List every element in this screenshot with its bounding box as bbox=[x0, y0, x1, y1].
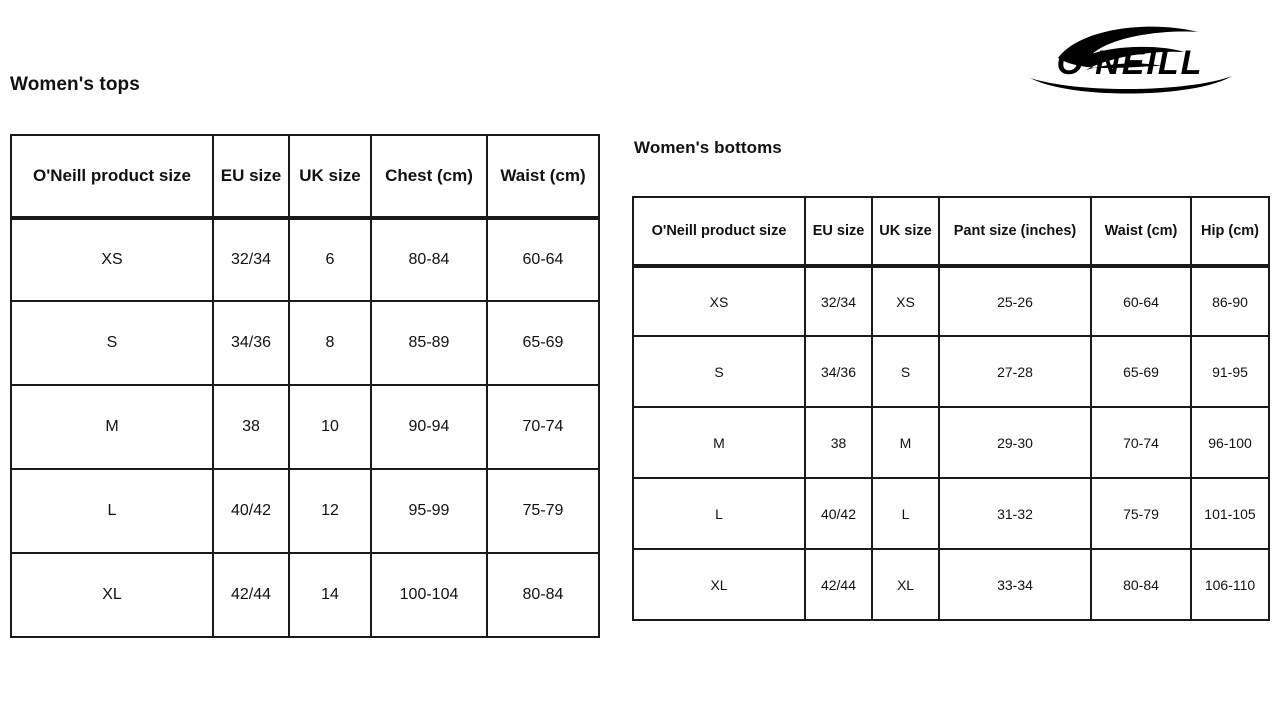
column-header: O'Neill product size bbox=[632, 196, 806, 266]
table-cell: 70-74 bbox=[488, 386, 600, 470]
table-cell: XS bbox=[632, 266, 806, 337]
table-header-row bbox=[10, 134, 600, 218]
table-cell: S bbox=[873, 337, 940, 408]
table-cell: 90-94 bbox=[372, 386, 488, 470]
table-row bbox=[10, 554, 600, 638]
column-header: Chest (cm) bbox=[372, 134, 488, 218]
table-cell: 80-84 bbox=[488, 554, 600, 638]
brand-wordmark: O'NEILL bbox=[1056, 44, 1204, 82]
table-row bbox=[632, 479, 1270, 550]
table-cell: L bbox=[10, 470, 214, 554]
column-header: Pant size (inches) bbox=[940, 196, 1092, 266]
table-cell: 32/34 bbox=[806, 266, 873, 337]
table-cell: 42/44 bbox=[806, 550, 873, 621]
table-cell: 96-100 bbox=[1192, 408, 1270, 479]
table-cell: 100-104 bbox=[372, 554, 488, 638]
column-header: UK size bbox=[873, 196, 940, 266]
table-cell: M bbox=[10, 386, 214, 470]
table-header-row bbox=[632, 196, 1270, 266]
table-cell: 14 bbox=[290, 554, 372, 638]
table-cell: 101-105 bbox=[1192, 479, 1270, 550]
table-cell: 27-28 bbox=[940, 337, 1092, 408]
table-row bbox=[10, 386, 600, 470]
table-row bbox=[10, 470, 600, 554]
table-cell: 80-84 bbox=[1092, 550, 1192, 621]
table-cell: XL bbox=[10, 554, 214, 638]
column-header: Waist (cm) bbox=[1092, 196, 1192, 266]
table-cell: 75-79 bbox=[1092, 479, 1192, 550]
table-cell: S bbox=[632, 337, 806, 408]
table-cell: 42/44 bbox=[214, 554, 290, 638]
table-cell: 34/36 bbox=[806, 337, 873, 408]
table-cell: L bbox=[873, 479, 940, 550]
womens-bottoms-size-table bbox=[632, 196, 1270, 621]
table-row bbox=[632, 408, 1270, 479]
table-cell: 106-110 bbox=[1192, 550, 1270, 621]
column-header: EU size bbox=[214, 134, 290, 218]
table-cell: 38 bbox=[214, 386, 290, 470]
table-cell: 95-99 bbox=[372, 470, 488, 554]
table-cell: 6 bbox=[290, 218, 372, 302]
column-header: Hip (cm) bbox=[1192, 196, 1270, 266]
column-header: EU size bbox=[806, 196, 873, 266]
brand-logo bbox=[1020, 18, 1240, 98]
table-cell: 40/42 bbox=[214, 470, 290, 554]
table-row bbox=[10, 218, 600, 302]
table-row bbox=[632, 337, 1270, 408]
table-cell: 75-79 bbox=[488, 470, 600, 554]
tops-section-title: Women's tops bbox=[10, 74, 140, 95]
table-cell: M bbox=[873, 408, 940, 479]
table-cell: 60-64 bbox=[1092, 266, 1192, 337]
table-cell: 29-30 bbox=[940, 408, 1092, 479]
womens-tops-size-table bbox=[10, 134, 600, 638]
table-cell: 70-74 bbox=[1092, 408, 1192, 479]
table-cell: 10 bbox=[290, 386, 372, 470]
table-cell: 80-84 bbox=[372, 218, 488, 302]
oneill-logo-icon bbox=[1020, 18, 1240, 98]
table-cell: 38 bbox=[806, 408, 873, 479]
table-cell: 8 bbox=[290, 302, 372, 386]
table-cell: 12 bbox=[290, 470, 372, 554]
table-cell: 32/34 bbox=[214, 218, 290, 302]
table-cell: XL bbox=[632, 550, 806, 621]
table-cell: 65-69 bbox=[1092, 337, 1192, 408]
table-cell: M bbox=[632, 408, 806, 479]
table-cell: 33-34 bbox=[940, 550, 1092, 621]
table-cell: 25-26 bbox=[940, 266, 1092, 337]
table-cell: 91-95 bbox=[1192, 337, 1270, 408]
table-cell: XS bbox=[10, 218, 214, 302]
table-cell: 86-90 bbox=[1192, 266, 1270, 337]
table-cell: 65-69 bbox=[488, 302, 600, 386]
table-cell: 40/42 bbox=[806, 479, 873, 550]
table-cell: 60-64 bbox=[488, 218, 600, 302]
table-cell: S bbox=[10, 302, 214, 386]
table-cell: XS bbox=[873, 266, 940, 337]
table-cell: XL bbox=[873, 550, 940, 621]
table-cell: 34/36 bbox=[214, 302, 290, 386]
table-cell: 85-89 bbox=[372, 302, 488, 386]
table-row bbox=[10, 302, 600, 386]
column-header: O'Neill product size bbox=[10, 134, 214, 218]
table-cell: 31-32 bbox=[940, 479, 1092, 550]
bottoms-section-title: Women's bottoms bbox=[634, 138, 782, 157]
column-header: Waist (cm) bbox=[488, 134, 600, 218]
table-row bbox=[632, 550, 1270, 621]
column-header: UK size bbox=[290, 134, 372, 218]
table-row bbox=[632, 266, 1270, 337]
table-cell: L bbox=[632, 479, 806, 550]
